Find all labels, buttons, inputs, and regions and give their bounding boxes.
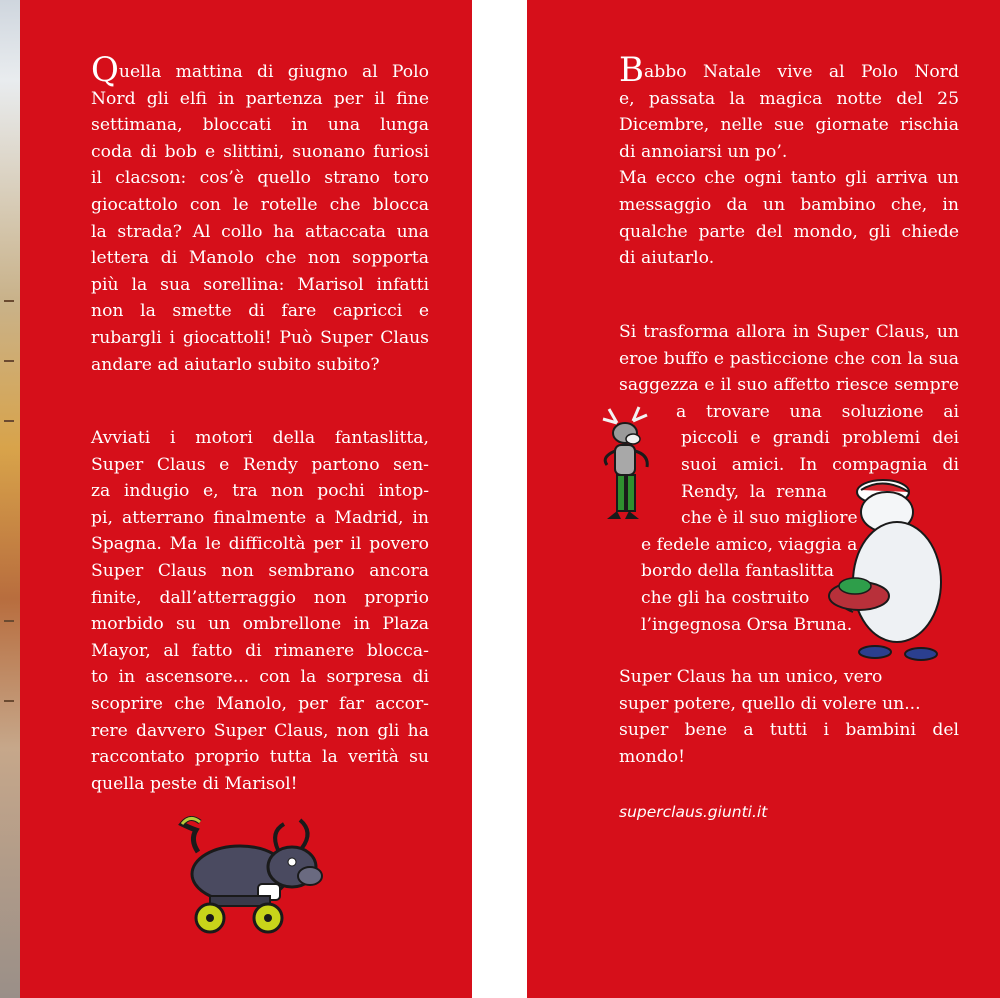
drop-cap: B — [619, 50, 644, 90]
text-line: super bene a tutti i bambini del — [619, 720, 959, 741]
text-line: il clacson: cos’è quello strano toro — [91, 168, 429, 189]
text-line: super potere, quello di volere un... — [619, 693, 921, 714]
text-line: pi, atterrano finalmente a Madrid, in — [91, 507, 429, 528]
right-paragraph-3 — [619, 664, 959, 770]
text-line: eroe buffo e pasticcione che con la sua — [619, 348, 959, 369]
right-page — [527, 0, 1000, 998]
text-line: saggezza e il suo affetto riesce sempre — [619, 375, 959, 396]
text-line: l’ingegnosa Orsa Bruna. — [641, 614, 853, 635]
right-paragraph-1 — [619, 50, 959, 272]
text-line: Ma ecco che ogni tanto gli arriva un — [619, 168, 959, 189]
text-line: Rendy, la renna — [681, 481, 827, 502]
text-line: Avviati i motori della fantaslitta, — [91, 428, 429, 448]
text-line: Nord gli elfi in partenza per il fine — [91, 88, 429, 109]
text-line: Dicembre, nelle sue giornate rischia — [619, 115, 959, 136]
text-line: suoi amici. In compagnia di — [681, 454, 959, 475]
text-line: e fedele amico, viaggia a — [641, 534, 858, 555]
text-line: Super Claus e Rendy partono sen- — [91, 454, 429, 475]
text-line: rere davvero Super Claus, non gli ha — [91, 720, 429, 741]
text-line: a trovare una soluzione ai — [676, 401, 959, 422]
text-line: più la sua sorellina: Marisol infatti — [91, 274, 429, 295]
text-line: lettera di Manolo che non sopporta — [91, 248, 429, 269]
text-line: settimana, bloccati in una lunga — [91, 115, 429, 136]
text-line: non la smette di fare capricci e — [91, 301, 429, 322]
text-line: morbido su un ombrellone in Plaza — [91, 614, 429, 635]
text-line: e, passata la magica notte del 25 — [619, 88, 959, 109]
text-line: piccoli e grandi problemi dei — [681, 428, 959, 449]
left-paragraph-2 — [91, 425, 429, 797]
polar-bear-illustration — [825, 478, 965, 663]
text-line: coda di bob e slittini, suonano furiosi — [91, 141, 429, 162]
left-page — [20, 0, 472, 998]
text-line: Mayor, al fatto di rimanere blocca- — [91, 640, 429, 661]
text-line: messaggio da un bambino che, in — [619, 194, 959, 215]
text-line: raccontato proprio tutta la verità su — [91, 747, 429, 768]
cover-edge-strip — [0, 0, 20, 998]
drop-cap: Q — [91, 50, 119, 90]
text-line: Si trasforma allora in Super Claus, un — [619, 322, 959, 342]
website-link[interactable]: superclaus.giunti.it — [619, 803, 768, 821]
text-line: qualche parte del mondo, gli chiede — [619, 221, 959, 242]
toy-bull-illustration — [170, 812, 340, 942]
text-line: che gli ha costruito — [641, 587, 810, 608]
left-paragraph-1 — [91, 50, 429, 378]
text-line: di annoiarsi un po’. — [619, 141, 788, 162]
text-line: mondo! — [619, 746, 685, 767]
reindeer-illustration — [599, 405, 661, 531]
text-line: che è il suo migliore — [681, 508, 858, 529]
text-line: di aiutarlo. — [619, 248, 715, 269]
text-line: Super Claus ha un unico, vero — [619, 667, 883, 687]
text-line: Spagna. Ma le difficoltà per il povero — [91, 534, 429, 555]
text-line: Quella mattina di giugno al Polo — [91, 50, 429, 90]
text-line: finite, dall’atterraggio non proprio — [91, 587, 429, 608]
text-line: la strada? Al collo ha attaccata una — [91, 221, 429, 242]
text-line: rubargli i giocattoli! Può Super Claus — [91, 327, 429, 348]
text-line: Babbo Natale vive al Polo Nord — [619, 50, 959, 90]
text-line: za indugio e, tra non pochi intop- — [91, 481, 429, 502]
text-line: bordo della fantaslitta — [641, 561, 834, 582]
text-line: to in ascensore... con la sorpresa di — [91, 667, 429, 688]
text-line: giocattolo con le rotelle che blocca — [91, 194, 429, 215]
text-line: quella peste di Marisol! — [91, 773, 298, 794]
text-line: Super Claus non sembrano ancora — [91, 560, 429, 581]
page-gutter — [472, 0, 527, 998]
text-line: scoprire che Manolo, per far accor- — [91, 693, 429, 714]
text-line: andare ad aiutarlo subito subito? — [91, 354, 380, 375]
